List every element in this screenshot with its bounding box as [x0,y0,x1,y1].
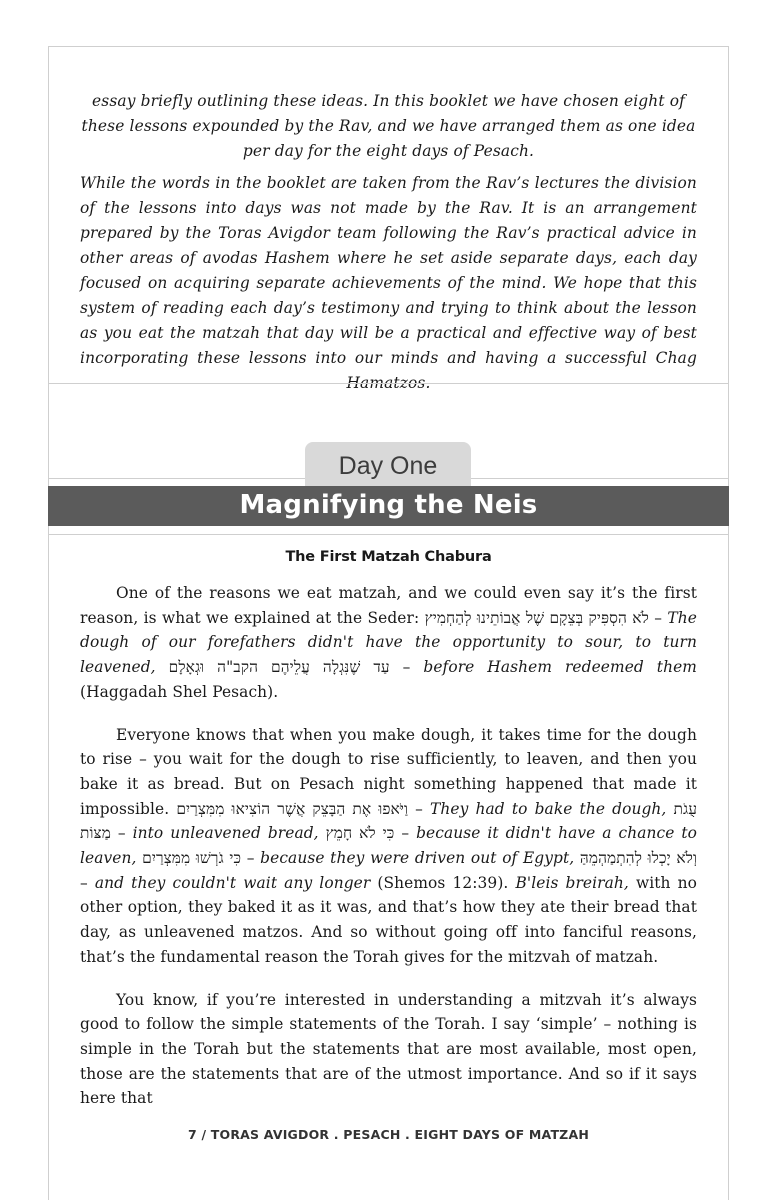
hebrew-quote: עַד שֶׁנִּגְלָה עֲלֵיהֶם הקב"ה וּגְאָלָם [168,658,390,677]
hebrew-quote: וְלֹא יָכְלוּ לְהִתְמַהְמֵהַּ [579,849,698,868]
body-paragraph: You know, if you’re interested in understanding a mitzvah it’s always good to follow the simple statements of the Torah. I say ‘simple’ – nothing is simple in the Torah but the statements that are most available, most open, those are the statements that are of the utmost importance. And so if it says here that [80,990,697,1108]
hebrew-quote: וַיֹּאפוּ אֶת הַבָּצֵק אֲשֶׁר הוֹצִיאוּ מִמִּצְרַיִם [176,799,409,818]
intro-paragraph: essay briefly outlining these ideas. In this booklet we have chosen eight of these lessons expounded by the Rav, and we have arranged them as one idea per day for the eight days of Pesach. [81,92,696,160]
body-paragraph: Everyone knows that when you make dough, it takes time for the dough to rise – you wait for the dough to rise sufficiently, to leaven, and then you bake it as bread. But on Pesach night something happened that made it impossible. וַיֹּאפוּ אֶת הַבָּצֵק אֲשֶׁר הוֹצִיאוּ מִמִּצְרַיִם – They had to bake the dough, עֻגֹת מַצּוֹת – into unleavened bread, כִּי לֹא חָמֵץ – because it didn't have a chance to leaven, כִּי גֹרְשׁוּ מִמִּצְרַיִם – because they were driven out of Egypt, וְלֹא יָכְלוּ לְהִתְמַהְמֵהַּ – and they couldn't wait any longer (Shemos 12:39). B'leis breirah, with no other option, they baked it as it was, and that’s how they ate their bread that day, as unleavened matzos. And so without going off into fanciful reasons, that’s the fundamental reason the Torah gives for the mitzvah of matzah. [80,725,698,966]
body-paragraph: One of the reasons we eat matzah, and we could even say it’s the first reason, is what we explained at the Seder: לֹא הִסְפִּיק בְּצֵקָם שֶׁל אֲבוֹתֵינוּ לְהַחְמִיץ – The dough of our forefathers didn't have the opportunity to sour, to turn leavened, עַד שֶׁנִּגְלָה עֲלֵיהֶם הקב"ה וּגְאָלָם – before Hashem redeemed them (Haggadah Shel Pesach). [80,584,698,701]
section-divider [48,383,729,384]
chapter-subtitle: The First Matzah Chabura [285,549,492,565]
intro-section [80,89,697,396]
day-label: Day One [305,442,471,488]
chapter-title: Magnifying the Neis [48,486,729,526]
hebrew-quote: עֻגֹת מַצּוֹת [80,799,698,843]
hebrew-quote: כִּי לֹא חָמֵץ [325,824,395,843]
hebrew-quote: לֹא הִסְפִּיק בְּצֵקָם שֶׁל אֲבוֹתֵינוּ לְהַחְמִיץ [424,608,649,627]
body-text [80,581,697,1111]
page-footer: 7 / TORAS AVIGDOR . PESACH . EIGHT DAYS OF MATZAH [188,1127,589,1142]
chapter-rule [48,534,729,535]
hebrew-quote: כִּי גֹרְשׁוּ מִמִּצְרַיִם [142,849,242,868]
intro-paragraph: While the words in the booklet are taken from the Rav’s lectures the division of the lessons into days was not made by the Rav. It is an arrangement prepared by the Toras Avigdor team following the Rav’s practical advice in other areas of avodas Hashem where he set aside separate days, each day focused on acquiring separate achievements of the mind. We hope that this system of reading each day’s testimony and trying to think about the lesson as you eat the matzah that day will be a practical and effective way of best incorporating these lessons into our minds and having a successful Chag Hamatzos. [80,174,697,392]
